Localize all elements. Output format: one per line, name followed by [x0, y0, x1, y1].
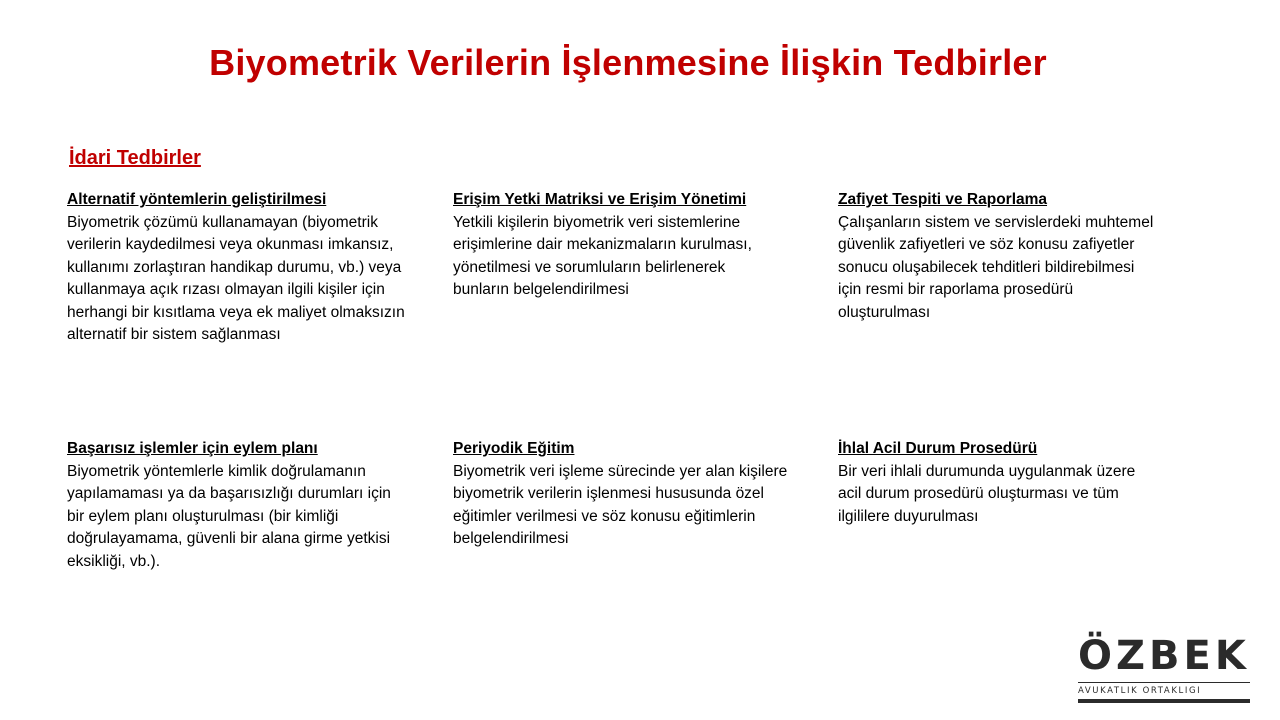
company-logo — [1078, 633, 1250, 706]
logo-underline-bar — [1078, 699, 1250, 703]
logo-wordmark: ÖZBEK — [1078, 633, 1250, 679]
measure-heading: Zafiyet Tespiti ve Raporlama — [838, 191, 1048, 208]
section-heading: İdari Tedbirler — [69, 147, 201, 169]
measure-block-breach-emergency — [838, 438, 1218, 528]
measure-block-failure-action-plan — [67, 438, 447, 573]
measure-body: Bir veri ihlali durumunda uygulanmak üzere acil durum prosedürü oluşturması ve tüm ilgililere duyurulması — [838, 462, 1136, 525]
measure-block-alternative-methods — [67, 189, 447, 347]
measure-body: Yetkili kişilerin biyometrik veri sistemlerine erişimlerine dair mekanizmaların kurulması, yönetilmesi ve sorumluların belirlenerek bunların belgelendirilmesi — [453, 213, 752, 298]
measure-heading: Erişim Yetki Matriksi ve Erişim Yönetimi — [453, 191, 747, 208]
measure-block-access-matrix — [453, 189, 833, 302]
measure-heading: Alternatif yöntemlerin geliştirilmesi — [67, 191, 327, 208]
slide-title: Biyometrik Verilerin İşlenmesine İlişkin Tedbirler — [209, 42, 1047, 83]
measure-heading: Periyodik Eğitim — [453, 440, 575, 457]
measure-block-periodic-training — [453, 438, 833, 551]
measure-body: Biyometrik veri işleme sürecinde yer alan kişilere biyometrik verilerin işlenmesi hususunda özel eğitimler verilmesi ve söz konusu eğitimlerin belgelendirilmesi — [453, 462, 788, 547]
logo-tagline: AVUKATLIK ORTAKLIGI — [1078, 682, 1250, 696]
measure-block-vulnerability-reporting — [838, 189, 1218, 324]
measure-body: Çalışanların sistem ve servislerdeki muhtemel güvenlik zafiyetleri ve söz konusu zafiyetler sonucu oluşabilecek tehditleri bildirebilmesi için resmi bir raporlama prosedürü oluşturulması — [838, 213, 1154, 321]
measure-heading: Başarısız işlemler için eylem planı — [67, 440, 318, 457]
measure-body: Biyometrik yöntemlerle kimlik doğrulamanın yapılamaması ya da başarısızlığı durumları için bir eylem planı oluşturulması (bir kimliği doğrulayamama, güvenli bir alana girme yetkisi eksikliği, vb.). — [67, 462, 391, 570]
measure-body: Biyometrik çözümü kullanamayan (biyometrik verilerin kaydedilmesi veya okunması imkansız, kullanımı zorlaştıran handikap durumu, vb.) veya kullanmaya açık rızası olmayan ilgili kişiler için herhangi bir kısıtlama veya ek maliyet olmaksızın alternatif bir sistem sağlanması — [67, 213, 405, 343]
measure-heading: İhlal Acil Durum Prosedürü — [838, 440, 1038, 457]
